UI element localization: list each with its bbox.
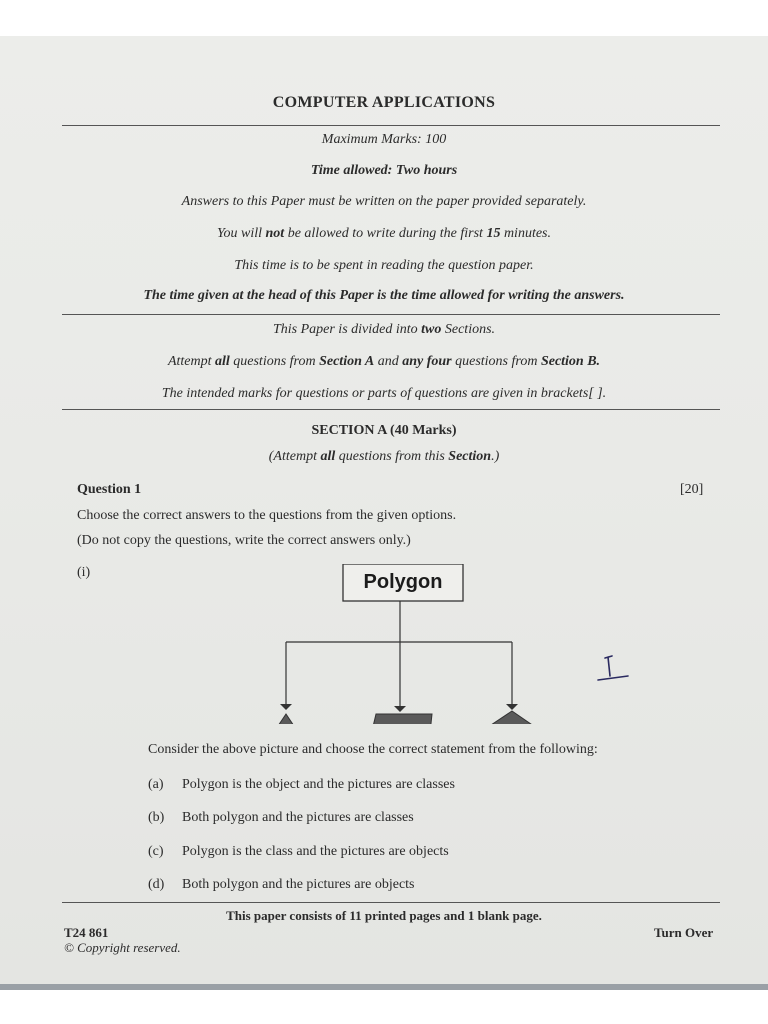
text-segment: questions from bbox=[229, 354, 320, 369]
instruction-answers: Answers to this Paper must be written on the paper provided separately. bbox=[181, 194, 587, 209]
instruction-reading: This time is to be spent in reading the question paper. bbox=[234, 258, 534, 273]
paper-title: COMPUTER APPLICATIONS bbox=[272, 94, 496, 111]
text-segment: questions from this bbox=[335, 449, 449, 464]
option-text: Polygon is the object and the pictures are classes bbox=[182, 777, 455, 792]
instruction-intended-marks: The intended marks for questions or parts of questions are given in brackets[ ]. bbox=[161, 386, 607, 401]
instruction-divided bbox=[0, 322, 768, 338]
option-d bbox=[148, 877, 415, 893]
text-segment: Attempt bbox=[167, 354, 215, 369]
emphasis-section-a: Section A bbox=[319, 354, 375, 369]
max-marks: Maximum Marks: 100 bbox=[321, 132, 447, 147]
option-text: Both polygon and the pictures are classes bbox=[182, 810, 414, 825]
header-rule-bottom bbox=[62, 409, 720, 410]
instruction-not-allowed bbox=[0, 226, 768, 242]
emphasis-all: all bbox=[320, 449, 336, 464]
polygon-class-diagram bbox=[250, 564, 650, 724]
question-heading: Question 1 bbox=[77, 482, 142, 497]
handwritten-mark bbox=[598, 656, 628, 680]
option-label: (b) bbox=[148, 810, 165, 825]
text-segment: (Attempt bbox=[268, 449, 321, 464]
question-prompt: Consider the above picture and choose the correct statement from the following: bbox=[148, 742, 598, 757]
turn-over-note: Turn Over bbox=[654, 925, 714, 940]
polygon-label: Polygon bbox=[363, 571, 443, 593]
pentagon-shape bbox=[482, 711, 541, 724]
instruction-attempt bbox=[0, 354, 768, 370]
pages-note: This paper consists of 11 printed pages and 1 blank page. bbox=[226, 908, 542, 923]
text-segment: You will bbox=[217, 226, 266, 241]
emphasis-section-b: Section B. bbox=[540, 354, 601, 369]
option-b bbox=[148, 810, 414, 826]
arrow-head-parallelogram bbox=[394, 706, 406, 712]
emphasis-all: all bbox=[214, 354, 230, 369]
option-c bbox=[148, 844, 449, 860]
text-segment: This Paper is divided into bbox=[272, 322, 422, 337]
text-segment: questions from bbox=[451, 354, 541, 369]
copyright-note: © Copyright reserved. bbox=[64, 940, 181, 955]
section-a-title: SECTION A (40 Marks) bbox=[311, 423, 457, 438]
arrow-head-triangle bbox=[280, 704, 292, 710]
time-allowed bbox=[0, 163, 768, 179]
text-segment: minutes. bbox=[500, 226, 551, 241]
option-label: (c) bbox=[148, 844, 164, 859]
question-instruction: Choose the correct answers to the questions from the given options. bbox=[77, 508, 457, 523]
text-segment: .) bbox=[491, 449, 500, 464]
option-text: Polygon is the class and the pictures are objects bbox=[182, 844, 449, 859]
text-segment: Sections. bbox=[441, 322, 496, 337]
emphasis-any-four: any four bbox=[402, 354, 452, 369]
section-a-subtitle bbox=[0, 449, 768, 465]
header-rule-middle bbox=[62, 314, 720, 315]
header-rule-top bbox=[62, 125, 720, 126]
option-label: (a) bbox=[148, 777, 164, 792]
instruction-head-time: The time given at the head of this Paper is the time allowed for writing the answers. bbox=[143, 288, 625, 303]
text-segment: and bbox=[374, 354, 403, 369]
arrow-head-pentagon bbox=[506, 704, 518, 710]
time-allowed-label: Time allowed: bbox=[310, 163, 393, 178]
emphasis-not: not bbox=[265, 226, 285, 241]
time-allowed-value: Two hours bbox=[395, 163, 458, 178]
parallelogram-shape bbox=[367, 714, 432, 724]
emphasis-two: two bbox=[421, 322, 442, 337]
triangle-shape bbox=[258, 714, 314, 724]
question-note: (Do not copy the questions, write the correct answers only.) bbox=[77, 533, 411, 548]
option-text: Both polygon and the pictures are objects bbox=[182, 877, 415, 892]
bottom-edge bbox=[0, 984, 768, 990]
question-marks: [20] bbox=[680, 482, 704, 497]
paper-code: T24 861 bbox=[64, 925, 109, 940]
option-a bbox=[148, 777, 455, 793]
text-segment: be allowed to write during the first bbox=[284, 226, 487, 241]
emphasis-section: Section bbox=[448, 449, 492, 464]
part-number: (i) bbox=[77, 565, 91, 580]
footer-rule bbox=[62, 902, 720, 903]
exam-paper bbox=[0, 36, 768, 988]
option-label: (d) bbox=[148, 877, 165, 892]
emphasis-minutes: 15 bbox=[486, 226, 501, 241]
